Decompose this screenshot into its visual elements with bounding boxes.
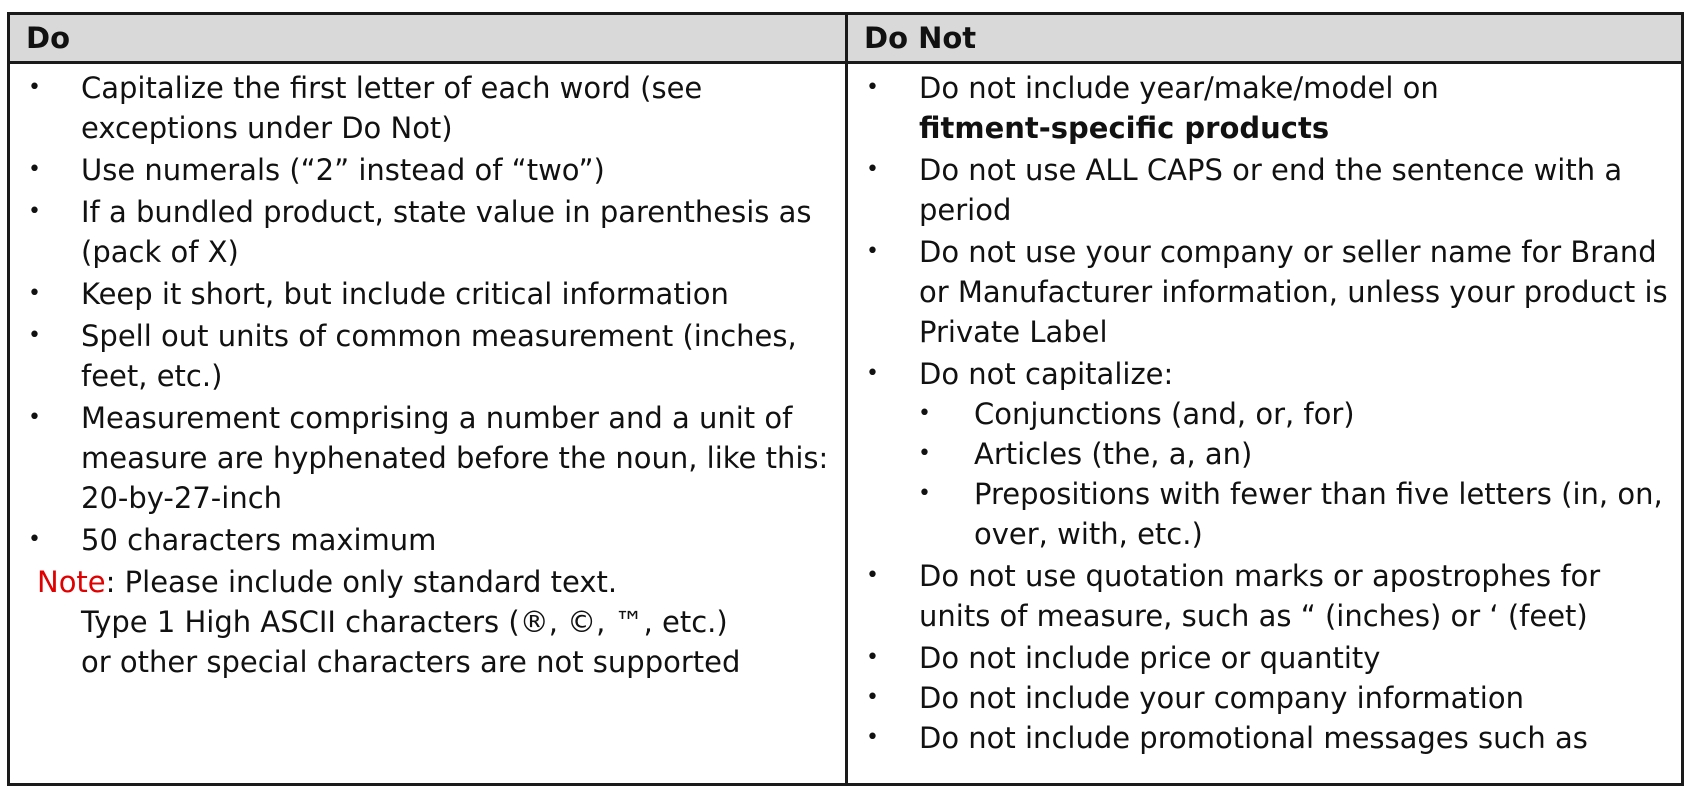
bullet-icon: •	[866, 239, 879, 264]
list-item: • Spell out units of common measurement (inches, feet, etc.)	[10, 316, 845, 396]
note-line-3: or other special characters are not supported	[81, 645, 741, 679]
list-item: • Do not use your company or seller name for Brand or Manufacturer information, unless your product is Private Label	[848, 232, 1681, 352]
bullet-icon: •	[28, 527, 41, 552]
bullet-icon: •	[28, 323, 41, 348]
bullet-icon: •	[866, 75, 879, 100]
bullet-icon: •	[918, 441, 931, 466]
bold-text: fitment-specific products	[919, 111, 1330, 145]
bullet-icon: •	[866, 563, 879, 588]
do-column	[10, 64, 866, 783]
sub-list-item: • Conjunctions (and, or, for)	[848, 394, 1681, 434]
list-item: • Do not include year/make/model on fitment-specific products	[848, 68, 1681, 148]
list-item: • Keep it short, but include critical information	[10, 274, 845, 314]
bullet-icon: •	[918, 401, 931, 426]
bullet-icon: •	[866, 725, 879, 750]
list-item: • 50 characters maximum	[10, 520, 845, 560]
list-item: • Do not include promotional messages such as	[848, 718, 1681, 758]
do-not-column	[848, 64, 1681, 783]
list-item: • If a bundled product, state value in parenthesis as (pack of X)	[10, 192, 845, 272]
bullet-icon: •	[866, 685, 879, 710]
list-item: • Do not include your company information	[848, 678, 1681, 718]
note-text: : Please include only standard text.	[105, 565, 618, 599]
list-item: • Use numerals (“2” instead of “two”)	[10, 150, 845, 190]
table-header-row	[10, 15, 1681, 64]
bullet-icon: •	[28, 281, 41, 306]
header-do-not: Do Not	[864, 21, 977, 55]
sub-list-item: • Prepositions with fewer than five letters (in, on, over, with, etc.)	[848, 474, 1681, 554]
header-do: Do	[10, 15, 848, 61]
bullet-icon: •	[28, 75, 41, 100]
list-item: • Do not use ALL CAPS or end the sentence with a period	[848, 150, 1681, 230]
bullet-icon: •	[866, 157, 879, 182]
list-item: • Measurement comprising a number and a unit of measure are hyphenated before the noun, like this: 20-by-27-inch	[10, 398, 845, 518]
bullet-icon: •	[28, 199, 41, 224]
bullet-icon: •	[866, 645, 879, 670]
bullet-icon: •	[866, 361, 879, 386]
list-item: • Do not include price or quantity	[848, 638, 1681, 678]
table-body-row	[10, 64, 1681, 783]
note-line	[10, 562, 845, 602]
bullet-icon: •	[918, 481, 931, 506]
list-item: • Capitalize the first letter of each word (see exceptions under Do Not)	[10, 68, 845, 148]
guidelines-table	[7, 12, 1684, 786]
bullet-icon: •	[28, 405, 41, 430]
bullet-icon: •	[28, 157, 41, 182]
note-line-2: Type 1 High ASCII characters (®, ©, ™, etc.)	[81, 605, 728, 639]
list-item: • Do not capitalize:	[848, 354, 1681, 394]
list-item: • Do not use quotation marks or apostrophes for units of measure, such as “ (inches) or ‘ (feet)	[848, 556, 1681, 636]
note-label: Note	[37, 565, 106, 599]
sub-list-item: • Articles (the, a, an)	[848, 434, 1681, 474]
